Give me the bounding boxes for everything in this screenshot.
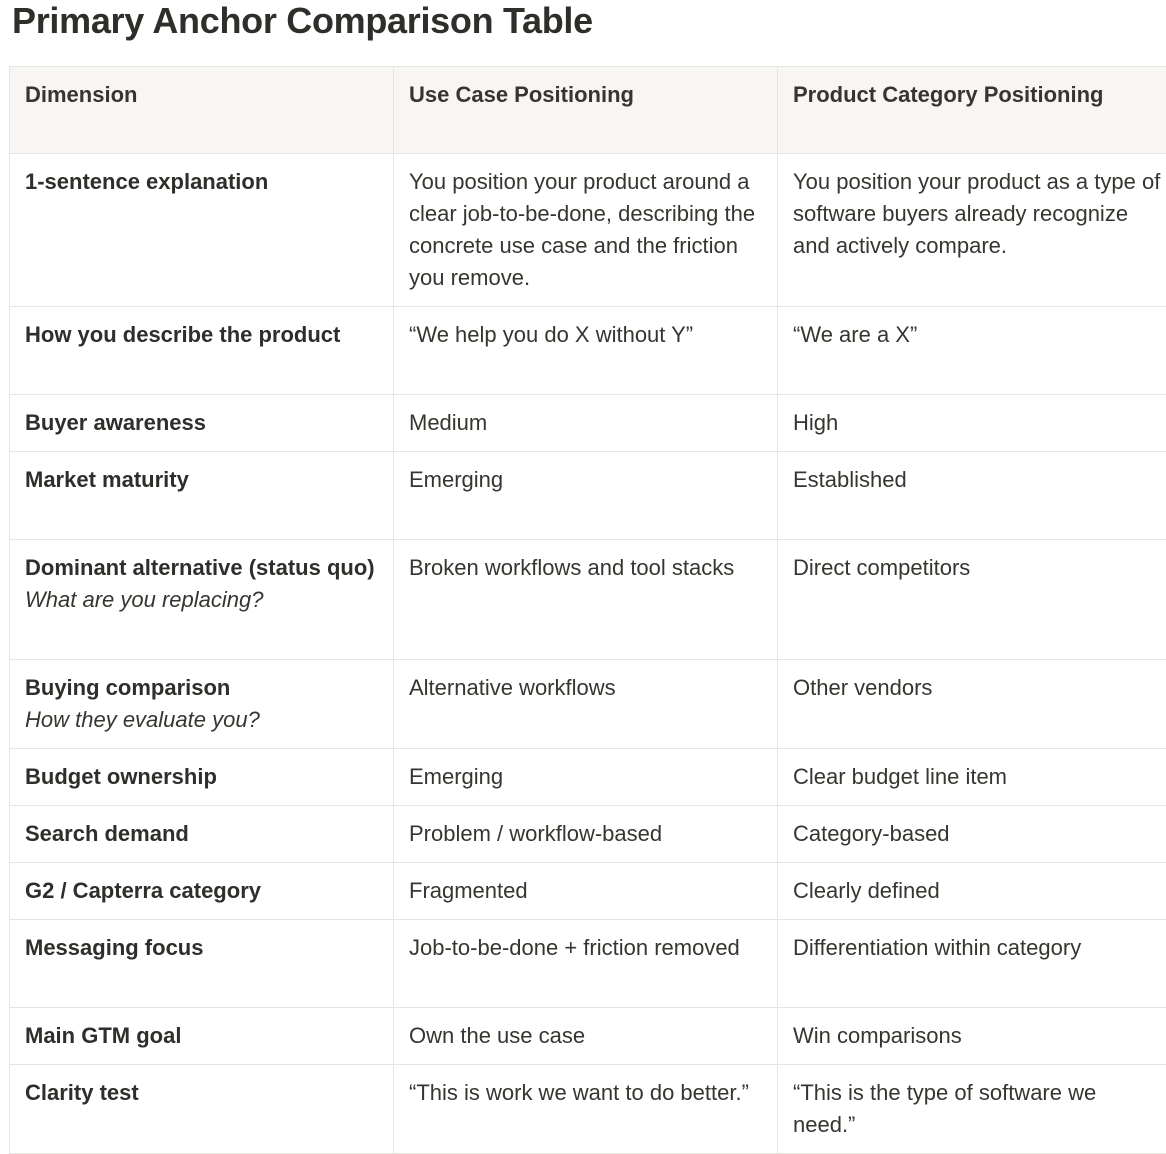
page-title: Primary Anchor Comparison Table <box>12 0 593 44</box>
header-cell-dimension[interactable]: Dimension <box>10 67 394 154</box>
use-case-cell[interactable]: Problem / workflow-based <box>394 806 778 863</box>
use-case-cell[interactable]: Job-to-be-done + friction removed <box>394 920 778 1008</box>
category-cell[interactable]: Other vendors <box>778 660 1166 749</box>
table-row <box>10 1065 1166 1154</box>
use-case-cell[interactable]: Own the use case <box>394 1008 778 1065</box>
dimension-label: G2 / Capterra category <box>25 878 261 903</box>
use-case-cell[interactable]: Emerging <box>394 452 778 540</box>
table-row <box>10 806 1166 863</box>
use-case-cell[interactable]: Emerging <box>394 749 778 806</box>
dimension-label: Budget ownership <box>25 764 217 789</box>
category-cell[interactable]: High <box>778 395 1166 452</box>
header-cell-product-category[interactable]: Product Category Positioning <box>778 67 1166 154</box>
dimension-cell[interactable] <box>10 660 394 749</box>
dimension-label: Buyer awareness <box>25 410 206 435</box>
dimension-cell[interactable] <box>10 863 394 920</box>
category-cell[interactable]: Differentiation within category <box>778 920 1166 1008</box>
category-cell[interactable]: “This is the type of software we need.” <box>778 1065 1166 1154</box>
dimension-cell[interactable] <box>10 154 394 307</box>
table-row <box>10 920 1166 1008</box>
dimension-cell[interactable] <box>10 806 394 863</box>
table-row <box>10 863 1166 920</box>
dimension-label: How you describe the product <box>25 322 340 347</box>
dimension-cell[interactable] <box>10 307 394 395</box>
comparison-table <box>9 66 1166 1154</box>
dimension-label: Clarity test <box>25 1080 139 1105</box>
use-case-cell[interactable]: Alternative workflows <box>394 660 778 749</box>
table-header-row <box>10 67 1166 154</box>
dimension-cell[interactable] <box>10 1065 394 1154</box>
use-case-cell[interactable]: Fragmented <box>394 863 778 920</box>
header-cell-use-case[interactable]: Use Case Positioning <box>394 67 778 154</box>
dimension-sublabel: How they evaluate you? <box>25 704 378 736</box>
use-case-cell[interactable]: “This is work we want to do better.” <box>394 1065 778 1154</box>
table-row <box>10 1008 1166 1065</box>
category-cell[interactable]: Clearly defined <box>778 863 1166 920</box>
table-row <box>10 540 1166 660</box>
dimension-label: Messaging focus <box>25 935 203 960</box>
dimension-cell[interactable] <box>10 1008 394 1065</box>
dimension-label: Market maturity <box>25 467 189 492</box>
dimension-cell[interactable] <box>10 749 394 806</box>
category-cell[interactable]: Established <box>778 452 1166 540</box>
category-cell[interactable]: Win comparisons <box>778 1008 1166 1065</box>
category-cell[interactable]: Category-based <box>778 806 1166 863</box>
dimension-sublabel: What are you replacing? <box>25 584 378 616</box>
dimension-cell[interactable] <box>10 540 394 660</box>
table-row <box>10 154 1166 307</box>
dimension-cell[interactable] <box>10 920 394 1008</box>
comparison-table-container <box>9 66 1166 1154</box>
table-row <box>10 307 1166 395</box>
use-case-cell[interactable]: “We help you do X without Y” <box>394 307 778 395</box>
dimension-label: Search demand <box>25 821 189 846</box>
dimension-label: Main GTM goal <box>25 1023 181 1048</box>
table-row <box>10 749 1166 806</box>
category-cell[interactable]: Clear budget line item <box>778 749 1166 806</box>
table-row <box>10 452 1166 540</box>
dimension-cell[interactable] <box>10 452 394 540</box>
use-case-cell[interactable]: Broken workflows and tool stacks <box>394 540 778 660</box>
dimension-cell[interactable] <box>10 395 394 452</box>
use-case-cell[interactable]: Medium <box>394 395 778 452</box>
table-row <box>10 660 1166 749</box>
dimension-label: Dominant alternative (status quo) <box>25 555 375 580</box>
category-cell[interactable]: You position your product as a type of software buyers already recognize and actively compare. <box>778 154 1166 307</box>
dimension-label: 1-sentence explanation <box>25 169 268 194</box>
use-case-cell[interactable]: You position your product around a clear job-to-be-done, describing the concrete use case and the friction you remove. <box>394 154 778 307</box>
dimension-label: Buying comparison <box>25 675 230 700</box>
category-cell[interactable]: “We are a X” <box>778 307 1166 395</box>
category-cell[interactable]: Direct competitors <box>778 540 1166 660</box>
table-row <box>10 395 1166 452</box>
